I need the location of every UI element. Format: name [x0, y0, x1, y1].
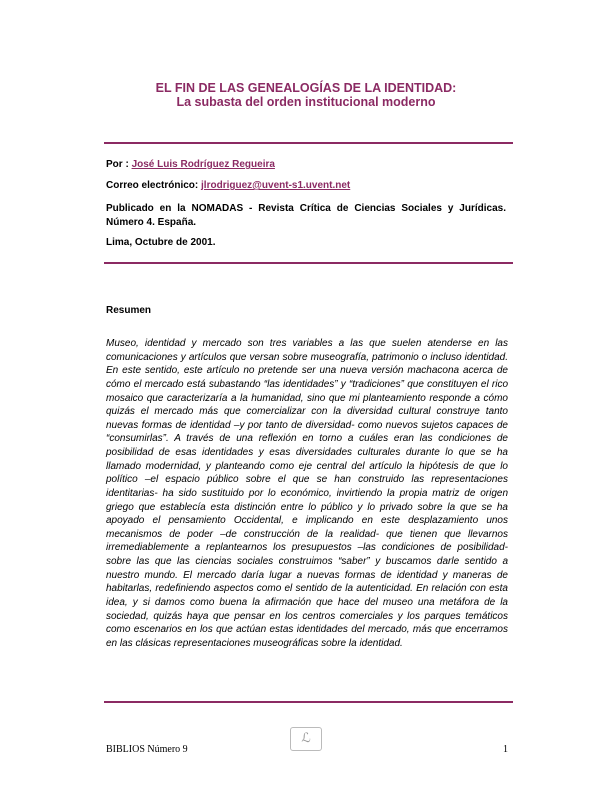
footer-journal: BIBLIOS Número 9	[106, 744, 188, 755]
divider-bottom	[104, 701, 513, 703]
email-link[interactable]: jlrodriguez@uvent-s1.uvent.net	[201, 180, 351, 191]
author-prefix: Por :	[106, 159, 129, 170]
email-label: Correo electrónico:	[106, 180, 199, 191]
title-line-1: EL FIN DE LAS GENEALOGÍAS DE LA IDENTIDAD:	[155, 81, 457, 95]
divider-top	[104, 142, 513, 144]
place-date: Lima, Octubre de 2001.	[106, 237, 216, 248]
abstract-text: Museo, identidad y mercado son tres variables a las que suelen atenderse en las comunicaciones y artículos que versan sobre museografía, patrimonio o incluso identidad. En este sentido, este artículo no pretende ser una nueva versión machacona acerca de cómo el mercado está subastando “las identidades” y “tradiciones” que constituyen el rico mosaico que caracterizaría a la humanidad, sino que mi planteamiento responde a cómo quizás el mercado más que comercializar con la diversidad cultural construye tanto nuevas formas de identidad –y por tanto de diversidad- como nuevos sujetos capaces de “consumirlas”. A través de una reflexión en torno a cuáles eran las condiciones de posibilidad de esas identidades y esas diversidades culturales durante lo que se ha llamado modernidad, y planteando como eje central del artículo la hipótesis de que lo político –el espacio público sobre el que se han construido las representaciones identitarias- ha sido sustituido por lo económico, invirtiendo la propia matriz de origen griego que establecía esta distinción entre lo público y lo privado sobre la que se ha apoyado el pensamiento Occidental, e implicando en este desplazamiento unos mecanismos de poder –de construcción de la realidad- que tienen que llevarnos irremediablemente a replantearnos los presupuestos –las condiciones de posibilidad- sobre las que las ciencias sociales construimos “saber” y buscamos darle sentido a nuestro mundo. El mercado daría lugar a nuevas formas de identidad y maneras de habitarlas, redefiniendo aspectos como el sentido de la autenticidad. En relación con esta idea, y si damos como buena la afirmación que hace del museo una metáfora de la sociedad, quizás haya que pensar en los centros comerciales y los parques temáticos como escenarios en los que actúan estas identidades del mercado, más que encerramos en las clásicas representaciones museográficas sobre la identidad.	[106, 338, 508, 649]
email-line	[106, 179, 506, 193]
section-heading: Resumen	[106, 305, 152, 316]
article-title	[0, 81, 612, 109]
publication-info: Publicado en la NOMADAS - Revista Crítica de Ciencias Sociales y Jurídicas. Número 4. España.	[106, 203, 506, 228]
author-line	[106, 158, 506, 172]
divider-middle	[104, 262, 513, 264]
journal-logo-icon: ℒ	[290, 727, 322, 751]
title-line-2: La subasta del orden institucional moderno	[176, 95, 436, 109]
author-link[interactable]: José Luis Rodríguez Regueira	[131, 159, 275, 170]
page-footer	[106, 744, 508, 755]
page-number: 1	[503, 744, 508, 755]
